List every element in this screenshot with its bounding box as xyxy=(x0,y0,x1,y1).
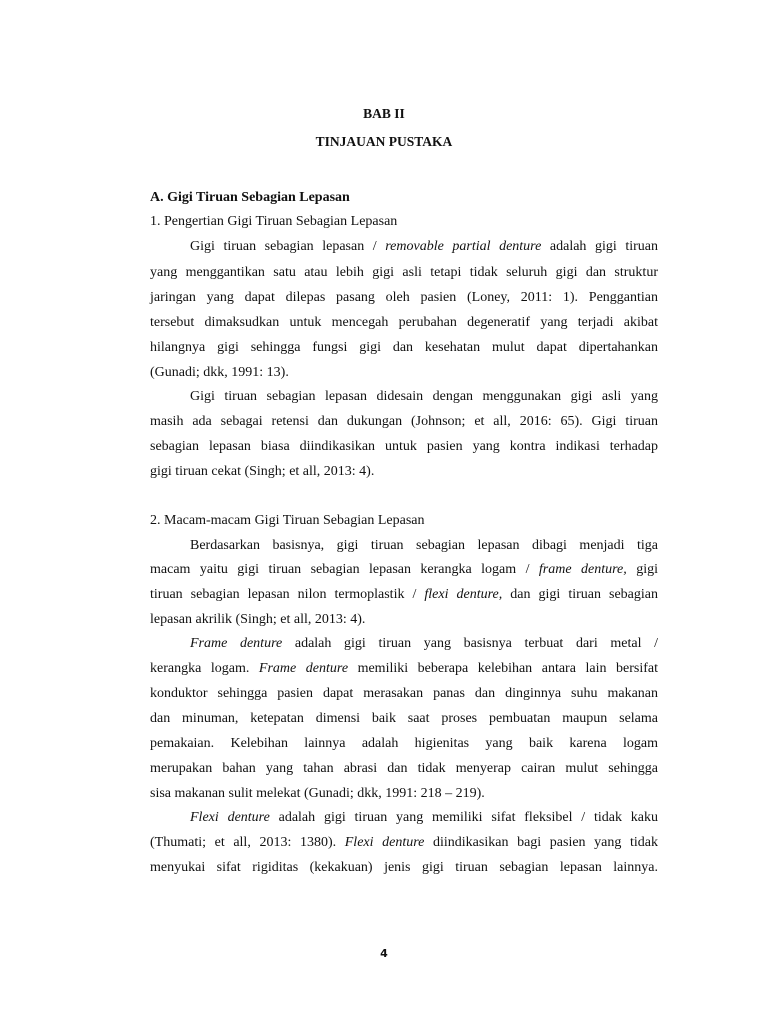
paragraph-line: Flexi denture adalah gigi tiruan yang memiliki sifat fleksibel / tidak kaku xyxy=(190,810,658,825)
paragraph-line: sisa makanan sulit melekat (Gunadi; dkk, 1991: 218 – 219). xyxy=(150,786,485,801)
paragraph-line: merupakan bahan yang tahan abrasi dan tidak menyerap cairan mulut sehingga xyxy=(150,761,658,776)
paragraph-line: jaringan yang dapat dilepas pasang oleh pasien (Loney, 2011: 1). Penggantian xyxy=(150,290,658,305)
paragraph-line: tersebut dimaksudkan untuk mencegah perubahan degeneratif yang terjadi akibat xyxy=(150,315,658,330)
paragraph-line: sebagian lepasan biasa diindikasikan untuk pasien yang kontra indikasi terhadap xyxy=(150,439,658,454)
paragraph-line: (Gunadi; dkk, 1991: 13). xyxy=(150,365,289,380)
paragraph-line: (Thumati; et all, 2013: 1380). Flexi denture diindikasikan bagi pasien yang tidak xyxy=(150,835,659,850)
chapter-title: TINJAUAN PUSTAKA xyxy=(315,134,453,149)
page-number: 4 xyxy=(380,947,388,960)
subsection-heading-2: 2. Macam-macam Gigi Tiruan Sebagian Lepasan xyxy=(150,513,425,528)
paragraph-line: tiruan sebagian lepasan nilon termoplastik / flexi denture, dan gigi tiruan sebagian xyxy=(150,587,658,602)
paragraph-line: yang menggantikan satu atau lebih gigi asli tetapi tidak seluruh gigi dan struktur xyxy=(150,265,658,280)
paragraph-line: konduktor sehingga pasien dapat merasakan panas dan dinginnya suhu makanan xyxy=(150,686,658,701)
paragraph-line: macam yaitu gigi tiruan sebagian lepasan kerangka logam / frame denture, gigi xyxy=(150,562,658,577)
paragraph-line: Gigi tiruan sebagian lepasan didesain dengan menggunakan gigi asli yang xyxy=(190,389,658,404)
paragraph-line: Frame denture adalah gigi tiruan yang basisnya terbuat dari metal / xyxy=(190,636,658,651)
subsection-heading-1: 1. Pengertian Gigi Tiruan Sebagian Lepasan xyxy=(150,214,398,229)
paragraph-line: masih ada sebagai retensi dan dukungan (Johnson; et all, 2016: 65). Gigi tiruan xyxy=(150,414,658,429)
paragraph-line: dan minuman, ketepatan dimensi baik saat proses pembuatan maupun selama xyxy=(150,711,658,726)
chapter-heading: BAB II xyxy=(363,106,405,121)
paragraph-line: kerangka logam. Frame denture memiliki beberapa kelebihan antara lain bersifat xyxy=(150,661,658,676)
paragraph-line: pemakaian. Kelebihan lainnya adalah higienitas yang baik karena logam xyxy=(150,736,658,751)
paragraph-line: gigi tiruan cekat (Singh; et all, 2013: 4). xyxy=(150,464,375,479)
paragraph-line: Gigi tiruan sebagian lepasan / removable partial denture adalah gigi tiruan xyxy=(190,239,659,254)
paragraph-line: lepasan akrilik (Singh; et all, 2013: 4). xyxy=(150,612,366,627)
paragraph-line: Berdasarkan basisnya, gigi tiruan sebagian lepasan dibagi menjadi tiga xyxy=(190,538,658,553)
paragraph-line: hilangnya gigi sehingga fungsi gigi dan kesehatan mulut dapat dipertahankan xyxy=(150,340,658,355)
paragraph-line: menyukai sifat rigiditas (kekakuan) jenis gigi tiruan sebagian lepasan lainnya. xyxy=(150,860,658,875)
section-heading: A. Gigi Tiruan Sebagian Lepasan xyxy=(150,190,350,205)
